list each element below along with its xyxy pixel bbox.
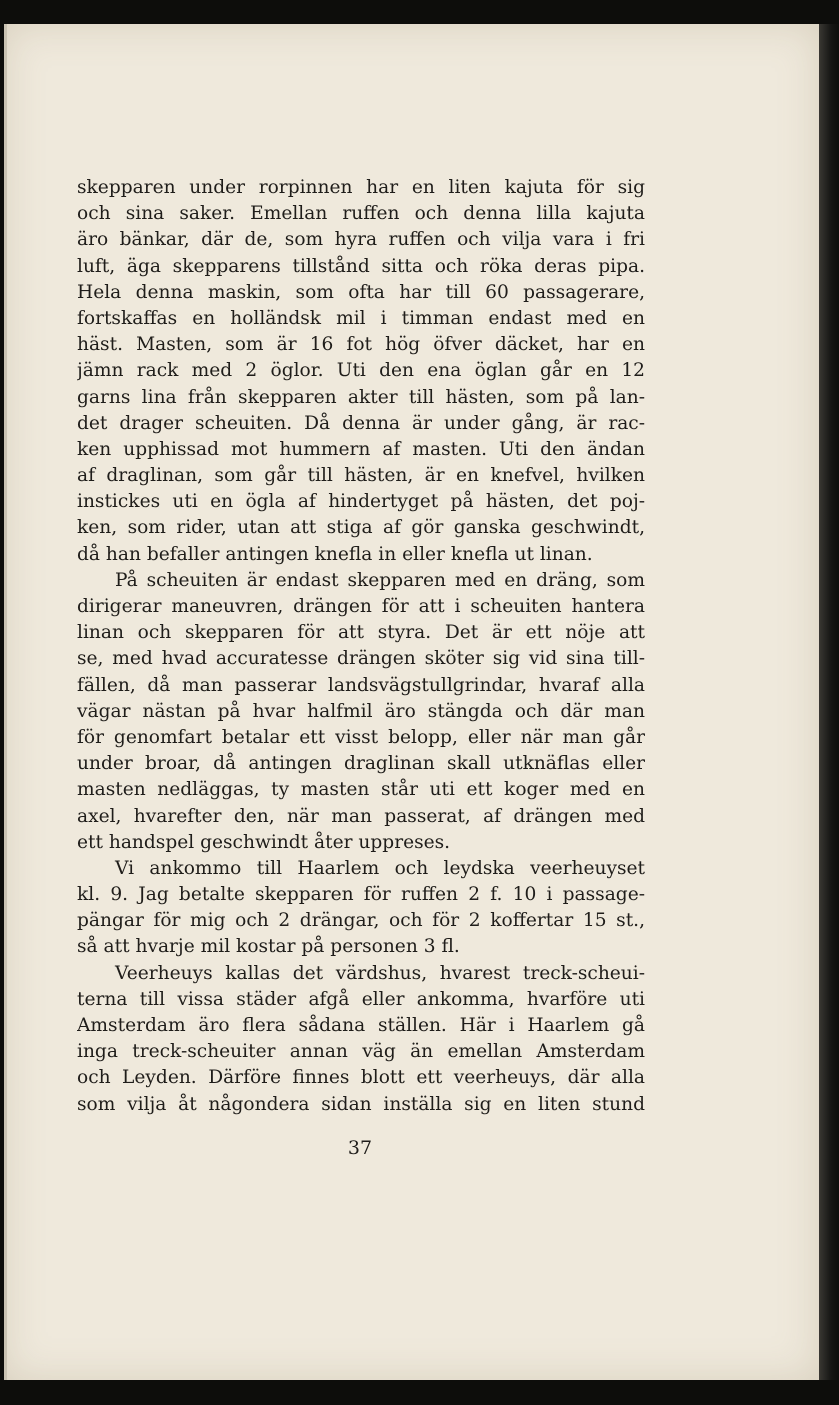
text-line: af draglinan, som går till hästen, är en knefvel, hvilken [77, 465, 645, 487]
text-line: ken, som rider, utan att stiga af gör ganska geschwindt, [77, 517, 645, 539]
text-line: linan och skepparen för att styra. Det är ett nöje att [77, 622, 645, 644]
text-line: inga treck-scheuiter annan väg än emellan Amsterdam [77, 1041, 645, 1063]
text-line: häst. Masten, som är 16 fot hög öfver däcket, har en [77, 334, 645, 356]
text-line: äro bänkar, där de, som hyra ruffen och vilja vara i fri [77, 229, 645, 251]
text-line: garns lina från skepparen akter till hästen, som på lan- [77, 386, 645, 408]
text-line: luft, äga skepparens tillstånd sitta och röka deras pipa. [77, 255, 645, 277]
text-line: och sina saker. Emellan ruffen och denna lilla kajuta [77, 203, 645, 225]
text-line: ken upphissad mot hummern af masten. Uti den ändan [77, 438, 645, 460]
text-line: ett handspel geschwindt åter uppreses. [77, 831, 451, 853]
text-line: fällen, då man passerar landsvägstullgrindar, hvaraf alla [77, 674, 645, 696]
text-line: och Leyden. Därföre finnes blott ett veerheuys, där alla [77, 1067, 645, 1089]
text-line: instickes uti en ögla af hindertyget på hästen, det poj- [77, 491, 645, 513]
text-line: kl. 9. Jag betalte skepparen för ruffen 2 f. 10 i passage- [77, 884, 645, 906]
page-number: 37 [347, 1137, 373, 1159]
body-text [77, 175, 645, 1118]
text-line: det drager scheuiten. Då denna är under gång, är rac- [77, 412, 645, 434]
text-line: axel, hvarefter den, när man passerat, af drängen med [77, 805, 645, 827]
text-line: så att hvarje mil kostar på personen 3 fl. [77, 936, 460, 958]
binding-edge [4, 24, 7, 1380]
text-line: vägar nästan på hvar halfmil äro stängda och där man [77, 700, 645, 722]
text-line: skepparen under rorpinnen har en liten kajuta för sig [77, 177, 645, 198]
text-line: Vi ankommo till Haarlem och leydska veerheuyset [115, 857, 645, 879]
text-line: jämn rack med 2 öglor. Uti den ena öglan går en 12 [77, 360, 645, 382]
text-line: Veerheuys kallas det värdshus, hvarest treck-scheui- [115, 962, 645, 984]
text-line: som vilja åt någondera sidan inställa sig en liten stund [77, 1093, 645, 1115]
text-line: för genomfart betalar ett visst belopp, eller när man går [77, 726, 645, 748]
text-line: se, med hvad accuratesse drängen sköter sig vid sina till- [77, 648, 645, 670]
text-line: På scheuiten är endast skepparen med en dräng, som [115, 569, 645, 591]
text-line: masten nedläggas, ty masten står uti ett koger med en [77, 779, 645, 801]
text-line: terna till vissa städer afgå eller ankomma, hvarföre uti [77, 988, 645, 1010]
text-line: pängar för mig och 2 drängar, och för 2 koffertar 15 st., [77, 910, 645, 932]
text-line: Hela denna maskin, som ofta har till 60 passagerare, [77, 281, 645, 303]
text-line: då han befaller antingen knefla in eller knefla ut linan. [77, 543, 593, 565]
page-edge-shadow [819, 24, 839, 1380]
text-line: Amsterdam äro flera sådana ställen. Här i Haarlem gå [77, 1015, 645, 1036]
text-line: fortskaffas en holländsk mil i timman endast med en [77, 307, 645, 329]
text-line: under broar, då antingen draglinan skall utknäflas eller [77, 753, 645, 775]
text-line: dirigerar maneuvren, drängen för att i scheuiten hantera [77, 596, 645, 617]
